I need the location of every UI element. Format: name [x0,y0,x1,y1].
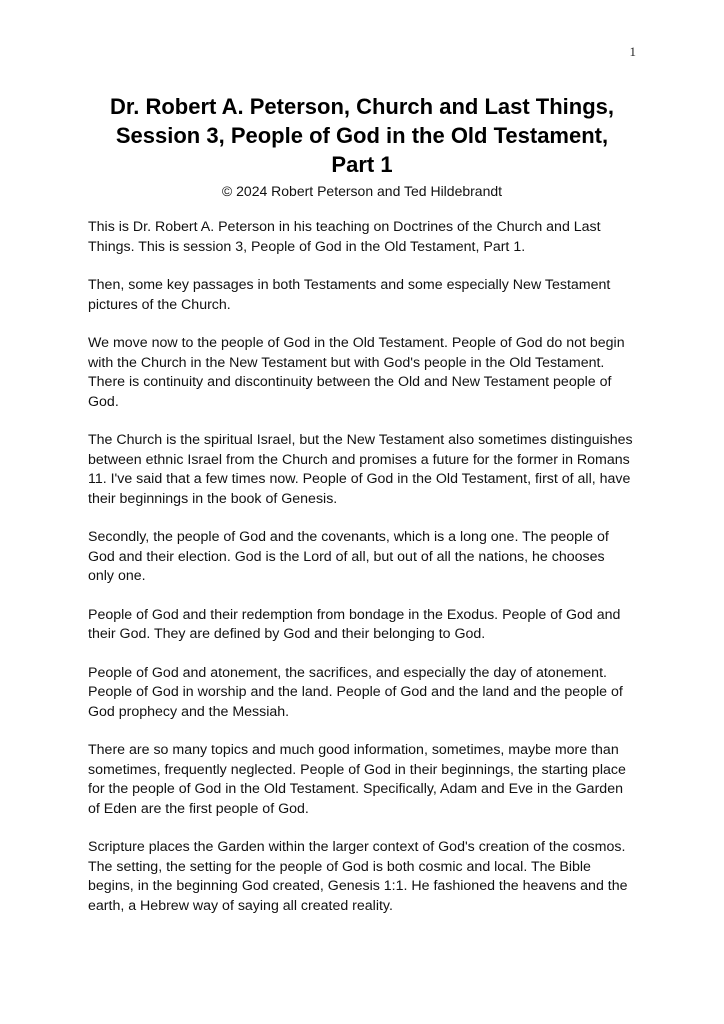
title-line-3: Part 1 [331,152,393,177]
document-header [60,92,664,200]
paragraph: The Church is the spiritual Israel, but the New Testament also sometimes distinguishes between ethnic Israel from the Church and promises a future for the former in Romans 11. I've said that a few times now. People of God in the Old Testament, first of all, have their beginnings in the book of Genesis. [88,432,633,507]
paragraph: There are so many topics and much good information, sometimes, maybe more than sometimes, frequently neglected. People of God in their beginnings, the starting place for the people of God in the Old Testament. Specifically, Adam and Eve in the Garden of Eden are the first people of God. [88,742,626,817]
page-number: 1 [629,44,636,59]
paragraph: This is Dr. Robert A. Peterson in his teaching on Doctrines of the Church and Last Things. This is session 3, People of God in the Old Testament, Part 1. [88,219,601,255]
title-line-2: Session 3, People of God in the Old Testament, [115,123,609,148]
copyright-line: © 2024 Robert Peterson and Ted Hildebrandt [221,183,503,199]
paragraph: Secondly, the people of God and the covenants, which is a long one. The people of God and their election. God is the Lord of all, but out of all the nations, he chooses only one. [88,529,609,584]
document-body [88,218,633,935]
title-line-1: Dr. Robert A. Peterson, Church and Last Things, [109,94,615,119]
paragraph: We move now to the people of God in the Old Testament. People of God do not begin with the Church in the New Testament but with God's people in the Old Testament. There is continuity and discontinuity between the Old and New Testament people of God. [88,335,625,410]
paragraph: People of God and their redemption from bondage in the Exodus. People of God and their God. They are defined by God and their belonging to God. [88,606,621,642]
paragraph: Then, some key passages in both Testaments and some especially New Testament pictures of the Church. [88,277,611,313]
paragraph: People of God and atonement, the sacrifices, and especially the day of atonement. People of God in worship and the land. People of God and the land and the people of God prophecy and the Messiah. [88,664,623,720]
paragraph: Scripture places the Garden within the larger context of God's creation of the cosmos. The setting, the setting for the people of God is both cosmic and local. The Bible begins, in the beginning God created, Genesis 1:1. He fashioned the heavens and the earth, a Hebrew way of saying all created reality. [88,839,628,914]
document-title [60,92,664,179]
